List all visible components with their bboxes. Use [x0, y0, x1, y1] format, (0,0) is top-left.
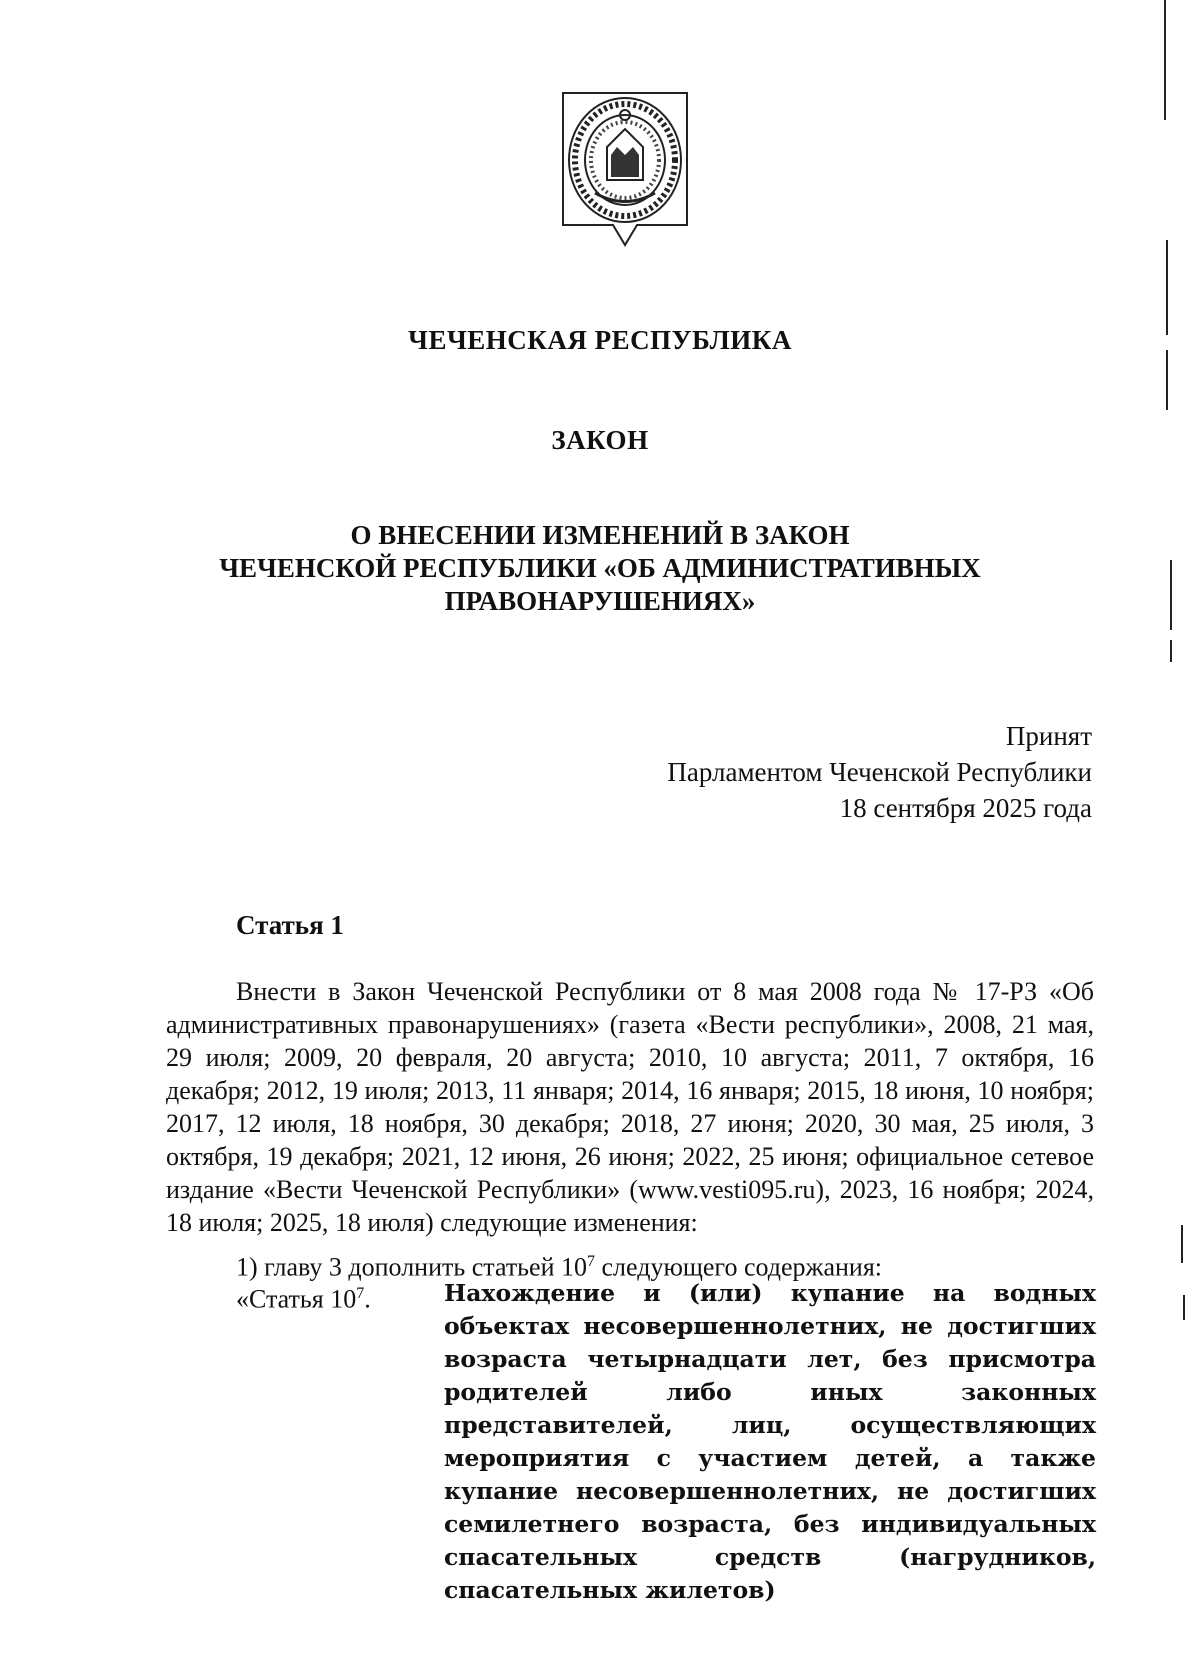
- amendment-item-1: 1) главу 3 дополнить статьей $10^7$ следующего содержания:: [236, 1252, 883, 1282]
- scan-edge-mark: [1164, 0, 1166, 120]
- adoption-block: [667, 718, 1092, 826]
- new-article-title: Нахождение и (или) купание на водных объектах несовершеннолетних, не достигших возраста четырнадцати лет, без присмотра родителей либо иных законных представителей, лиц, осуществляющих мероприятия с участием детей, а также купание несовершеннолетних, не достигших семилетнего возраста, без индивидуальных спасательных средств (нагрудников, спасательных жилетов): [444, 1279, 1096, 1604]
- scan-edge-mark: [1166, 350, 1168, 410]
- scan-edge-mark: [1166, 240, 1168, 335]
- adoption-line: Парламентом Чеченской Республики: [667, 757, 1092, 787]
- new-article-label: «Статья $10^7$.: [236, 1284, 371, 1314]
- article-heading: Статья 1: [236, 910, 344, 940]
- adoption-date: 18 сентября 2025 года: [839, 793, 1092, 823]
- scan-edge-mark: [1183, 1295, 1185, 1320]
- scan-edge-mark: [1170, 640, 1172, 662]
- adoption-line: Принят: [1005, 721, 1092, 751]
- coat-of-arms-emblem: [555, 85, 695, 255]
- scan-edge-mark: [1170, 560, 1172, 630]
- law-title: [0, 519, 1200, 618]
- document-type-heading: ЗАКОН: [551, 425, 649, 455]
- law-title-line: ПРАВОНАРУШЕНИЯХ»: [444, 586, 756, 616]
- law-title-line: О ВНЕСЕНИИ ИЗМЕНЕНИЙ В ЗАКОН: [350, 520, 850, 550]
- article-paragraph-text: Внести в Закон Чеченской Республики от 8 мая 2008 года № 17-РЗ «Об административных правонарушениях» (газета «Вести республики», 2008, 21 мая, 29 июля; 2009, 20 февраля, 20 августа; 2010, 10 августа; 2011, 7 октября, 16 декабря; 2012, 19 июля; 2013, 11 января; 2014, 16 января; 2015, 18 июня, 10 ноября; 2017, 12 июля, 18 ноября, 30 декабря; 2018, 27 июня; 2020, 30 мая, 25 июля, 3 октября, 19 декабря; 2021, 12 июня, 26 июня; 2022, 25 июня; официальное сетевое издание «Вести Чеченской Республики» (www.vesti095.ru), 2023, 16 ноября; 2024, 18 июля; 2025, 18 июля) следующие изменения:: [166, 977, 1094, 1237]
- article-paragraph: [166, 975, 1094, 1239]
- republic-heading: ЧЕЧЕНСКАЯ РЕСПУБЛИКА: [408, 325, 792, 355]
- law-title-line: ЧЕЧЕНСКОЙ РЕСПУБЛИКИ «ОБ АДМИНИСТРАТИВНЫХ: [219, 553, 981, 583]
- scan-edge-mark: [1181, 1225, 1183, 1263]
